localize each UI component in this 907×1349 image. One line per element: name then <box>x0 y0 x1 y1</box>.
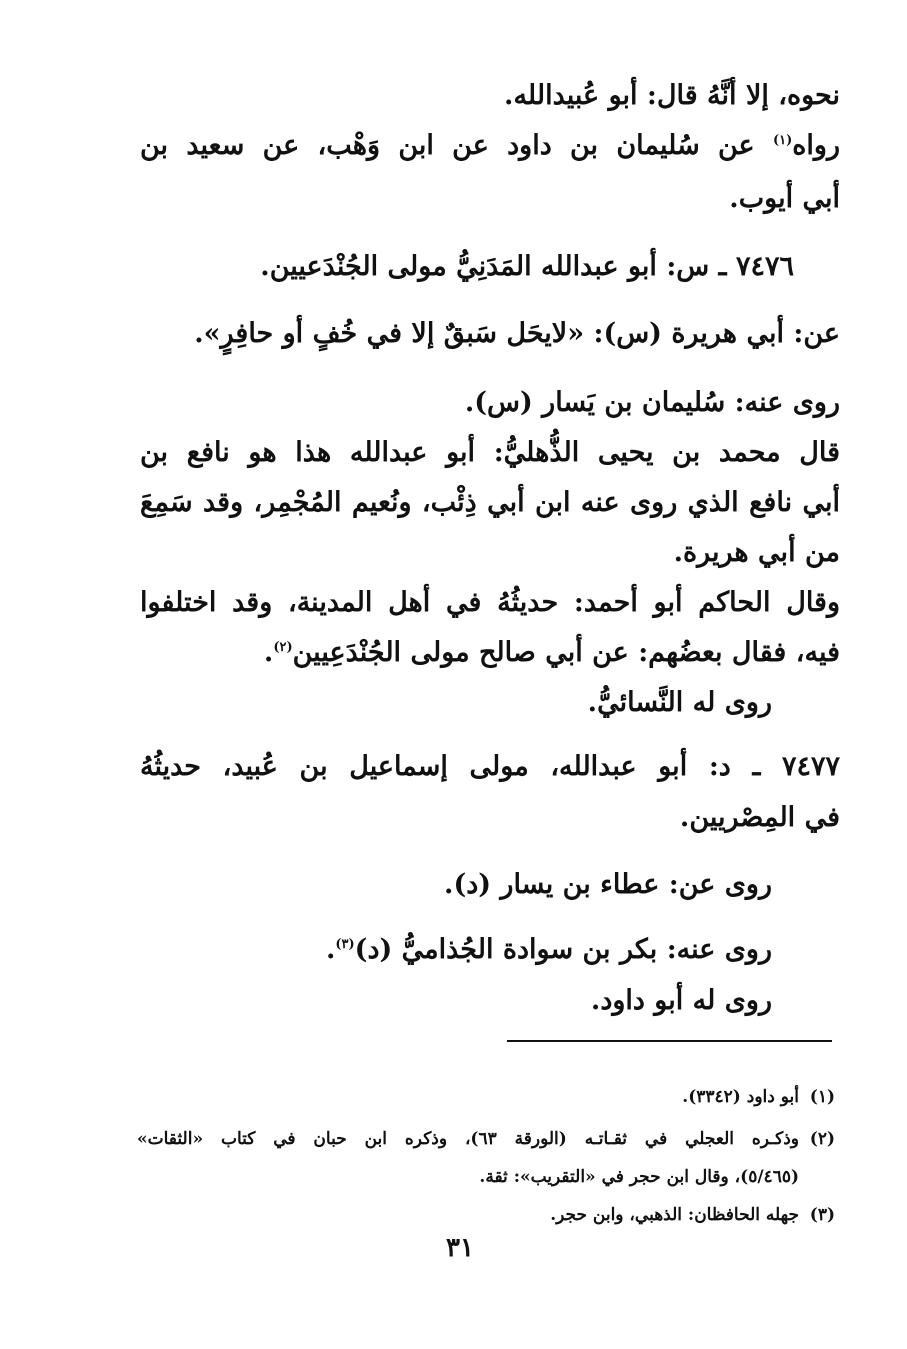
footnote-text: وذكـره العجلي في ثقـاتـه (الورقة ٦٣)، وذكره ابن حبان في كتاب «الثقات» <box>137 1129 799 1149</box>
footnote-divider <box>507 1040 832 1042</box>
entry-7476-heading: ٧٤٧٦ ـ س: أبو عبدالله المَدَنِيُّ مولى الجُنْدَعيين. <box>260 251 794 282</box>
footnote-text: جهله الحافظان: الذهبي، وابن حجر. <box>550 1205 799 1225</box>
text-line-17: روى له أبو داود. <box>590 985 772 1016</box>
footnote-number: (١) <box>809 1087 835 1107</box>
text-line-1: نحوه، إلا أنَّهُ قال: أبو عُبيدالله. <box>504 80 840 111</box>
footnote-text: أبو داود (٣٣٤٢). <box>682 1087 799 1107</box>
text-line-7: قال محمد بن يحيى الذُّهليُّ: أبو عبدالله هذا هو نافع بن <box>140 437 840 468</box>
entry-7476-an: عن: أبي هريرة (س): «لايحَل سَبقٌ إلا في خُفٍ أو حافِرٍ». <box>194 318 840 349</box>
entry-7476-rawa-anhu: روى عنه: سُليمان بن يَسار (س). <box>464 387 840 418</box>
entry-7477-heading: ٧٤٧٧ ـ د: أبو عبدالله، مولى إسماعيل بن عُبيد، حديثُهُ <box>140 751 840 782</box>
page-number: ٣١ <box>446 1233 474 1263</box>
footnote-number: (٢) <box>809 1129 835 1149</box>
text-line-12: روى له النَّسائيُّ. <box>587 687 772 718</box>
entry-7477-rawa-an: روى عن: عطاء بن يسار (د). <box>444 869 772 900</box>
footnote-ref-2: (٢) <box>273 640 293 655</box>
entry-7477-rawa-anhu: روى عنه: بكر بن سوادة الجُذاميُّ (د)$^{(٣)}$. <box>325 934 772 965</box>
rawah-label: رواه <box>792 130 840 161</box>
footnote-text-continued: (٥/٤٦٥)، وقال ابن حجر في «التقريب»: ثقة. <box>479 1167 799 1187</box>
footnote-number: (٣) <box>809 1205 835 1225</box>
footnote-ref-3: (٣) <box>335 937 355 952</box>
text-line-14: في المِصْريين. <box>679 802 840 833</box>
text-line-3: أبي أيوب. <box>729 183 840 214</box>
text-line-8: أبي نافع الذي روى عنه ابن أبي ذِئْب، ونُعيم المُجْمِر، وقد سَمِعَ <box>140 487 840 518</box>
text-line-10: وقال الحاكم أبو أحمد: حديثُهُ في أهل المدينة، وقد اختلفوا <box>140 587 840 618</box>
footnote-ref-1: (١) <box>772 133 793 148</box>
text-line-2: رواه$^{(١)}$ عن سُليمان بن داود عن ابن وَهْب، عن سعيد بن <box>140 130 840 161</box>
text-line-9: من أبي هريرة. <box>673 537 840 568</box>
text-line-11: فيه، فقال بعضُهم: عن أبي صالح مولى الجُنْدَعِيين$^{(٢)}$. <box>263 637 840 668</box>
